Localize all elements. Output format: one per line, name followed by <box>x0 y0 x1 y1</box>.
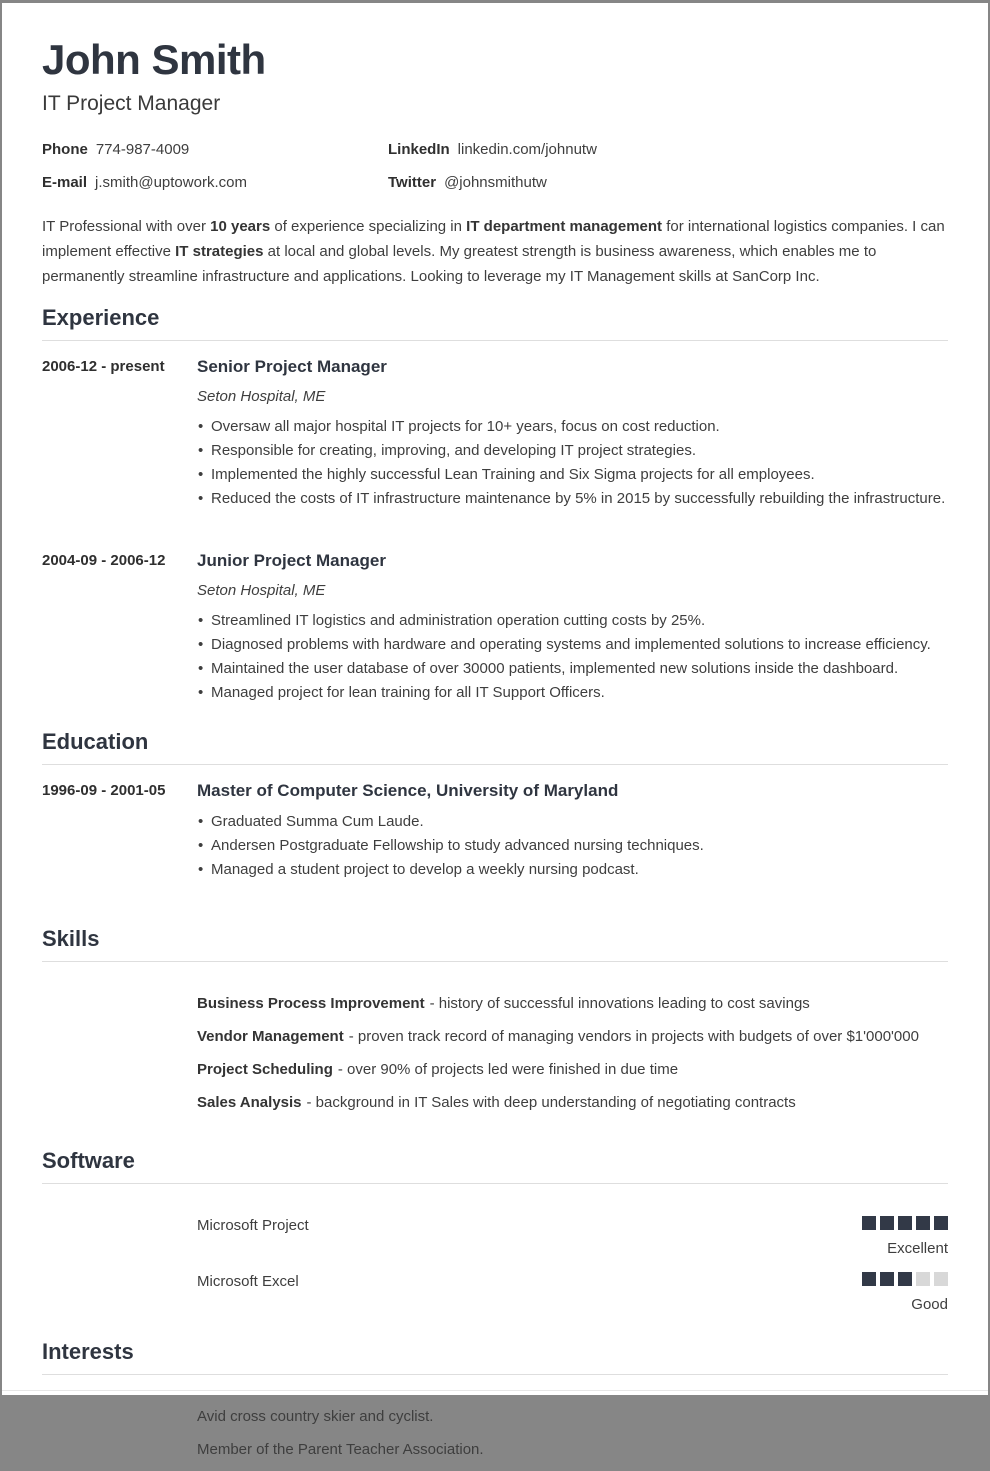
rating-square-filled <box>916 1216 930 1230</box>
software-item <box>197 1216 948 1259</box>
person-name: John Smith <box>42 36 266 83</box>
entry-body <box>197 357 948 511</box>
summary-segment: at local and global levels. My greatest strength is business awareness, which enables me to permanently streamline infrastructure and applications. Looking to leverage my IT Management skills at SanCorp Inc. <box>42 243 877 286</box>
section-title-software: Software <box>42 1148 948 1184</box>
contact-label: Phone <box>42 141 88 159</box>
job-title: Senior Project Manager <box>197 357 387 377</box>
summary-segment: of experience specializing in <box>270 218 467 236</box>
software-row <box>42 1200 948 1315</box>
job-bullet: • Oversaw all major hospital IT projects for 10+ years, focus on cost reduction. <box>197 415 948 439</box>
skill-name: Vendor Management <box>197 1028 344 1046</box>
rating-square-filled <box>934 1216 948 1230</box>
software-item <box>197 1272 948 1315</box>
software-rating <box>862 1216 948 1259</box>
section-title-skills: Skills <box>42 926 948 962</box>
contact-value: j.smith@uptowork.com <box>95 174 247 192</box>
professional-summary <box>42 214 948 289</box>
summary-segment: for international logistics companies. I can implement effective <box>42 218 945 261</box>
education-bullet-list <box>197 810 948 882</box>
contact-value: linkedin.com/johnutw <box>457 141 597 159</box>
interest-item: Avid cross country skier and cyclist. <box>197 1408 434 1426</box>
empty-date-column <box>42 978 197 1124</box>
education-entry <box>42 781 948 882</box>
experience-entry <box>42 357 948 511</box>
section-skills <box>42 926 948 1124</box>
resume-header <box>42 37 948 195</box>
skill-description: - history of successful innovations leading to cost savings <box>429 995 810 1013</box>
job-bullet: • Implemented the highly successful Lean Training and Six Sigma projects for all employees. <box>197 463 948 487</box>
empty-date-column <box>42 1391 197 1471</box>
summary-segment-bold: IT department management <box>466 218 663 236</box>
skill-name: Business Process Improvement <box>197 995 425 1013</box>
summary-segment-bold: 10 years <box>210 218 271 236</box>
entry-dates: 2004-09 - 2006-12 <box>42 552 166 570</box>
rating-label: Excellent <box>887 1240 948 1258</box>
job-bullet: • Reduced the costs of IT infrastructure maintenance by 5% in 2015 by successfully rebuilding the infrastructure. <box>197 487 948 511</box>
person-headline: IT Project Manager <box>42 92 221 116</box>
rating-square-filled <box>862 1216 876 1230</box>
summary-segment-bold: IT strategies <box>175 243 264 261</box>
rating-square-filled <box>898 1216 912 1230</box>
contact-item-phone <box>42 138 388 162</box>
job-bullet-list <box>197 609 948 705</box>
education-bullet: • Graduated Summa Cum Laude. <box>197 810 948 834</box>
skill-description: - background in IT Sales with deep understanding of negotiating contracts <box>306 1094 796 1112</box>
rating-square-empty <box>934 1272 948 1286</box>
rating-square-filled <box>898 1272 912 1286</box>
contact-label: Twitter <box>388 174 437 192</box>
job-bullet: • Responsible for creating, improving, and developing IT project strategies. <box>197 439 948 463</box>
job-bullet: • Managed project for lean training for all IT Support Officers. <box>197 681 948 705</box>
entry-dates: 2006-12 - present <box>42 358 165 376</box>
rating-label: Good <box>911 1296 948 1314</box>
rating-bar <box>862 1216 948 1230</box>
contact-value: @johnsmithutw <box>444 174 547 192</box>
job-company: Seton Hospital, ME <box>197 388 326 406</box>
job-bullet: • Maintained the user database of over 30000 patients, implemented new solutions inside the dashboard. <box>197 657 948 681</box>
section-experience <box>42 305 948 705</box>
contact-label: LinkedIn <box>388 141 450 159</box>
degree-title: Master of Computer Science, University of Maryland <box>197 781 619 801</box>
job-company: Seton Hospital, ME <box>197 582 326 600</box>
contact-item-twitter <box>388 171 948 195</box>
skill-name: Sales Analysis <box>197 1094 302 1112</box>
contact-label: E-mail <box>42 174 88 192</box>
summary-segment: IT Professional with over <box>42 218 211 236</box>
page-bottom-divider <box>2 1390 988 1391</box>
skill-item <box>197 992 948 1016</box>
section-education <box>42 729 948 882</box>
section-title-experience: Experience <box>42 305 948 341</box>
rating-bar <box>862 1272 948 1286</box>
skills-list <box>197 992 948 1124</box>
section-interests <box>42 1339 948 1471</box>
skill-description: - proven track record of managing vendors in projects with budgets of over $1'000'000 <box>348 1028 919 1046</box>
resume-page <box>2 3 988 1459</box>
education-bullet: • Andersen Postgraduate Fellowship to study advanced nursing techniques. <box>197 834 948 858</box>
rating-square-filled <box>862 1272 876 1286</box>
contact-section <box>42 138 948 195</box>
education-bullet: • Managed a student project to develop a weekly nursing podcast. <box>197 858 948 882</box>
skill-description: - over 90% of projects led were finished in due time <box>337 1061 679 1079</box>
contact-value: 774-987-4009 <box>95 141 190 159</box>
contact-item-email <box>42 171 388 195</box>
entry-body <box>197 781 948 882</box>
skills-row <box>42 978 948 1124</box>
section-software <box>42 1148 948 1315</box>
entry-dates: 1996-09 - 2001-05 <box>42 782 166 800</box>
interests-list <box>197 1405 948 1471</box>
job-title: Junior Project Manager <box>197 551 386 571</box>
rating-square-filled <box>880 1272 894 1286</box>
software-list <box>197 1200 948 1315</box>
interest-item: Member of the Parent Teacher Association. <box>197 1441 484 1459</box>
interests-row <box>42 1391 948 1471</box>
rating-square-filled <box>880 1216 894 1230</box>
software-rating <box>862 1272 948 1315</box>
section-title-education: Education <box>42 729 948 765</box>
empty-date-column <box>42 1200 197 1315</box>
section-title-interests: Interests <box>42 1339 948 1375</box>
contact-item-linkedin <box>388 138 948 162</box>
experience-entry <box>42 551 948 705</box>
software-name: Microsoft Project <box>197 1217 309 1235</box>
skill-item <box>197 1025 948 1049</box>
skill-name: Project Scheduling <box>197 1061 333 1079</box>
job-bullet: • Diagnosed problems with hardware and operating systems and implemented solutions to increase efficiency. <box>197 633 948 657</box>
skill-item <box>197 1091 948 1115</box>
job-bullet-list <box>197 415 948 511</box>
entry-body <box>197 551 948 705</box>
skill-item <box>197 1058 948 1082</box>
job-bullet: • Streamlined IT logistics and administration operation cutting costs by 25%. <box>197 609 948 633</box>
software-name: Microsoft Excel <box>197 1273 299 1291</box>
rating-square-empty <box>916 1272 930 1286</box>
